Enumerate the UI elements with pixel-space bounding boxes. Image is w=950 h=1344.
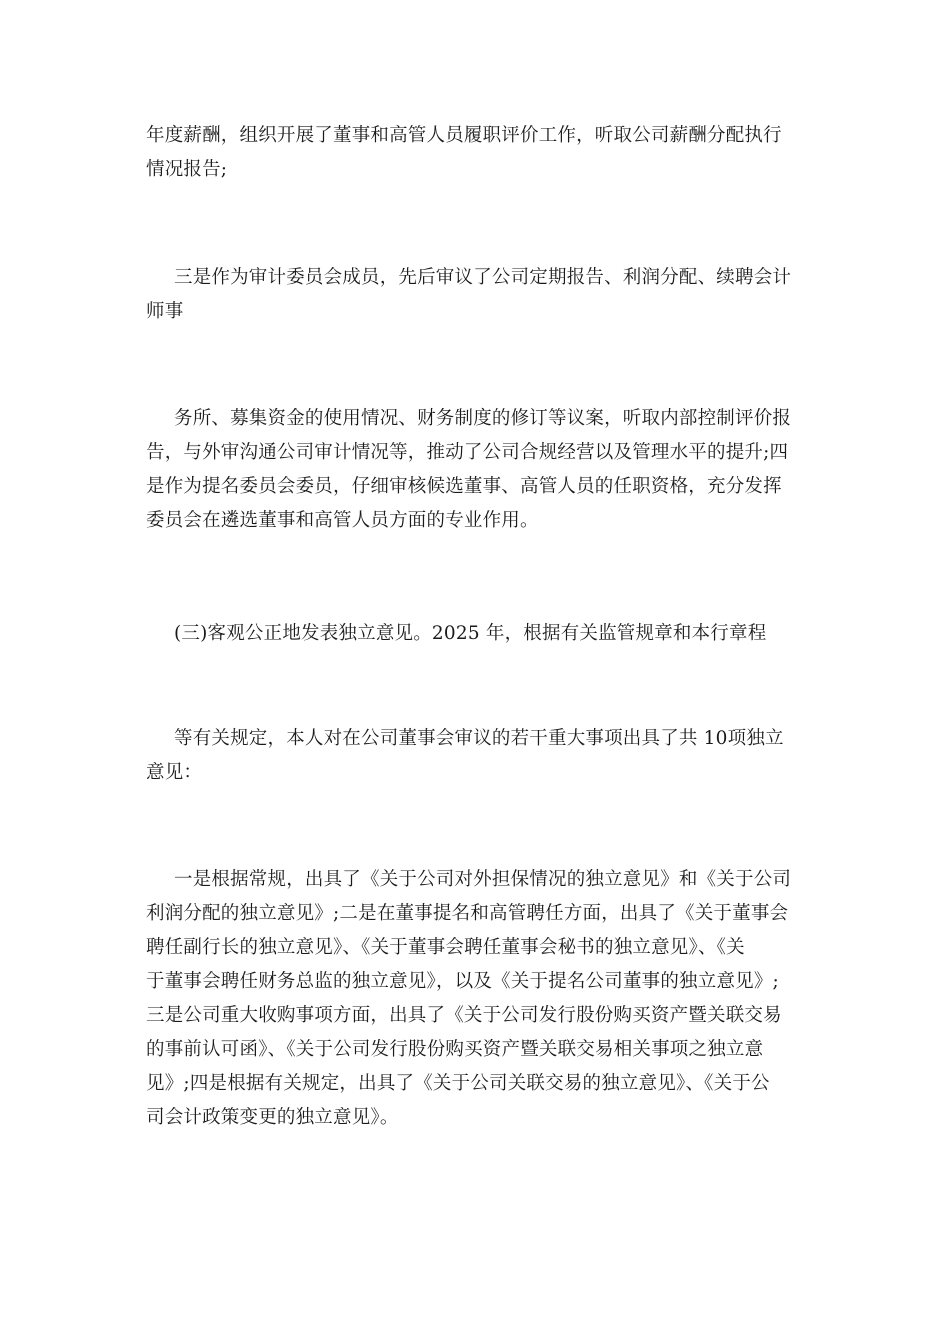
paragraph-independent-opinions	[146, 722, 810, 790]
text-line: 利润分配的独立意见》;二是在董事提名和高管聘任方面，出具了《关于董事会	[146, 903, 789, 924]
text-line: 委员会在遴选董事和高管人员方面的专业作用。	[146, 510, 539, 531]
paragraph-audit-continued	[146, 402, 810, 538]
paragraph-audit-committee	[146, 261, 810, 329]
paragraph-opinion-list	[146, 863, 810, 1135]
text-line: (三)客观公正地发表独立意见。2025 年，根据有关监管规章和本行章程	[174, 623, 767, 644]
text-line: 情况报告;	[146, 159, 228, 180]
text-line: 告，与外审沟通公司审计情况等，推动了公司合规经营以及管理水平的提升;四	[146, 442, 789, 463]
text-line: 的事前认可函》、《关于公司发行股份购买资产暨关联交易相关事项之独立意	[146, 1039, 764, 1060]
text-line: 见》;四是根据有关规定，出具了《关于公司关联交易的独立意见》、《关于公	[146, 1073, 770, 1094]
text-line: 聘任副行长的独立意见》、《关于董事会聘任董事会秘书的独立意见》、《关	[146, 937, 745, 958]
text-line: 年度薪酬，组织开展了董事和高管人员履职评价工作，听取公司薪酬分配执行	[146, 125, 782, 146]
paragraph-section-heading	[146, 617, 810, 651]
text-line: 三是公司重大收购事项方面，出具了《关于公司发行股份购买资产暨关联交易	[146, 1005, 782, 1026]
text-line: 务所、募集资金的使用情况、财务制度的修订等议案，听取内部控制评价报	[174, 408, 792, 429]
text-line: 于董事会聘任财务总监的独立意见》，以及《关于提名公司董事的独立意见》;	[146, 971, 779, 992]
text-line: 意见：	[146, 762, 203, 783]
text-line: 等有关规定，本人对在公司董事会审议的若干重大事项出具了共 10项独立	[174, 728, 784, 749]
paragraph-annual-compensation	[146, 119, 810, 187]
text-line: 是作为提名委员会委员，仔细审核候选董事、高管人员的任职资格，充分发挥	[146, 476, 782, 497]
text-line: 三是作为审计委员会成员，先后审议了公司定期报告、利润分配、续聘会计	[174, 267, 792, 288]
text-line: 司会计政策变更的独立意见》。	[146, 1107, 399, 1128]
text-line: 师事	[146, 301, 184, 322]
text-line: 一是根据常规，出具了《关于公司对外担保情况的独立意见》和《关于公司	[174, 869, 792, 890]
